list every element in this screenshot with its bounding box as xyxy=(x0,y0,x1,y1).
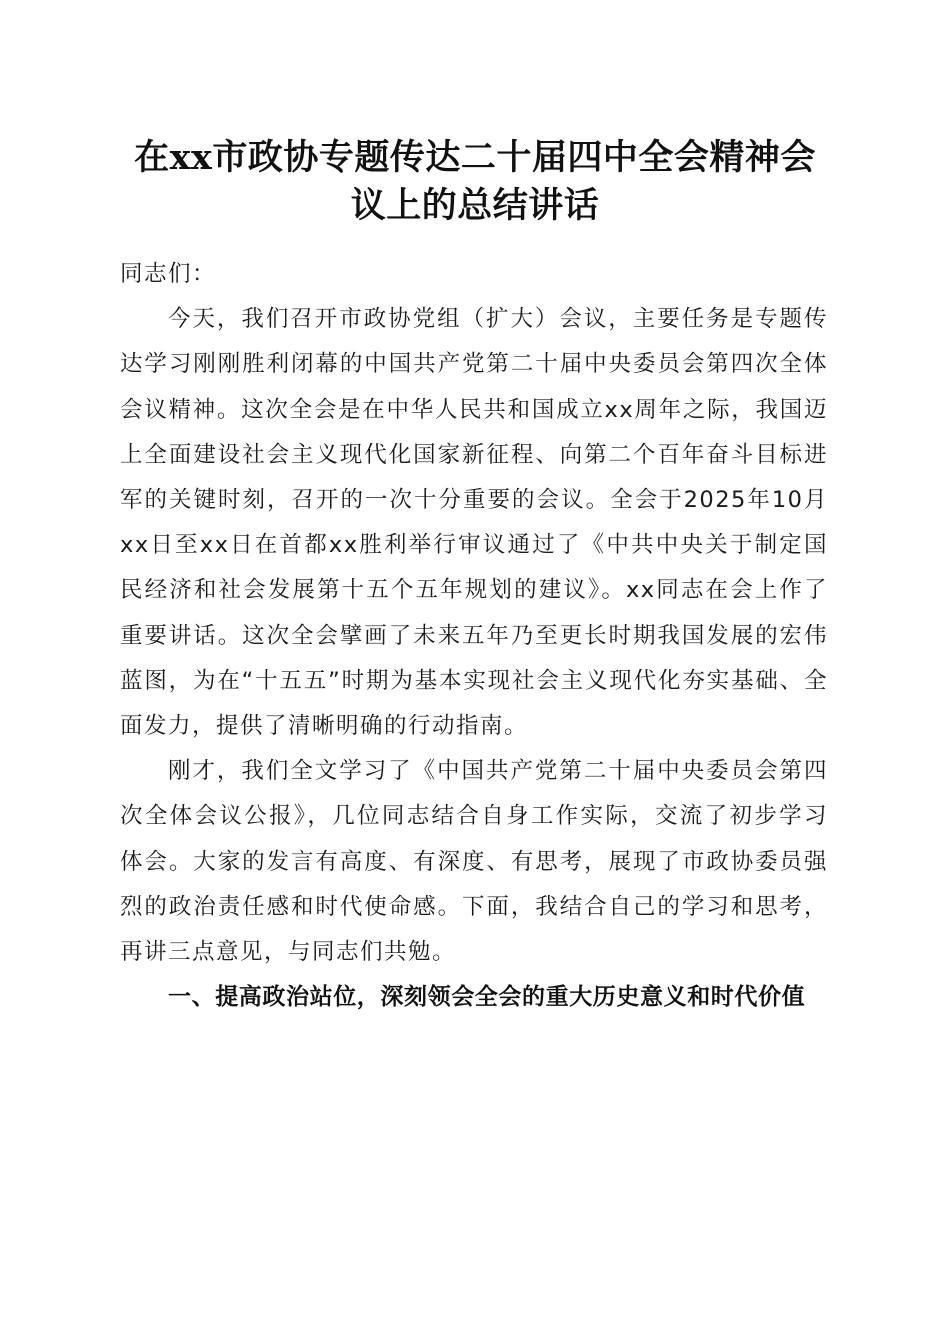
section-heading-1: 一、提高政治站位，深刻领会全会的重大历史意义和时代价值 xyxy=(168,984,806,1011)
greeting: 同志们： xyxy=(120,261,217,287)
paragraph-1: 今天，我们召开市政协党组（扩大）会议，主要任务是专题传达学习刚刚胜利闭幕的中国共产党第二十届中央委员会第四次全体会议精神。这次全会是在中华人民共和国成立xx周年之际，我国迈上全面建设社会主义现代化国家新征程、向第二个百年奋斗目标进军的关键时刻，召开的一次十分重要的会议。全会于2025年10月xx日至xx日在首都xx胜利举行审议通过了《中共中央关于制定国民经济和社会发展第十五个五年规划的建议》。xx同志在会上作了重要讲话。这次全会擘画了未来五年乃至更长时期我国发展的宏伟蓝图，为在“十五五”时期为基本实现社会主义现代化夯实基础、全面发力，提供了清晰明确的行动指南。 xyxy=(120,306,828,740)
document-title xyxy=(110,134,840,230)
title-line-1: 在xx市政协专题传达二十届四中全会精神会 xyxy=(134,137,816,178)
paragraph-2: 刚才，我们全文学习了《中国共产党第二十届中央委员会第四次全体会议公报》，几位同志结合自身工作实际，交流了初步学习体会。大家的发言有高度、有深度、有思考，展现了市政协委员强烈的政治责任感和时代使命感。下面，我结合自己的学习和思考，再讲三点意见，与同志们共勉。 xyxy=(120,758,828,966)
document-body xyxy=(120,252,828,1020)
title-line-2: 议上的总结讲话 xyxy=(350,185,600,226)
